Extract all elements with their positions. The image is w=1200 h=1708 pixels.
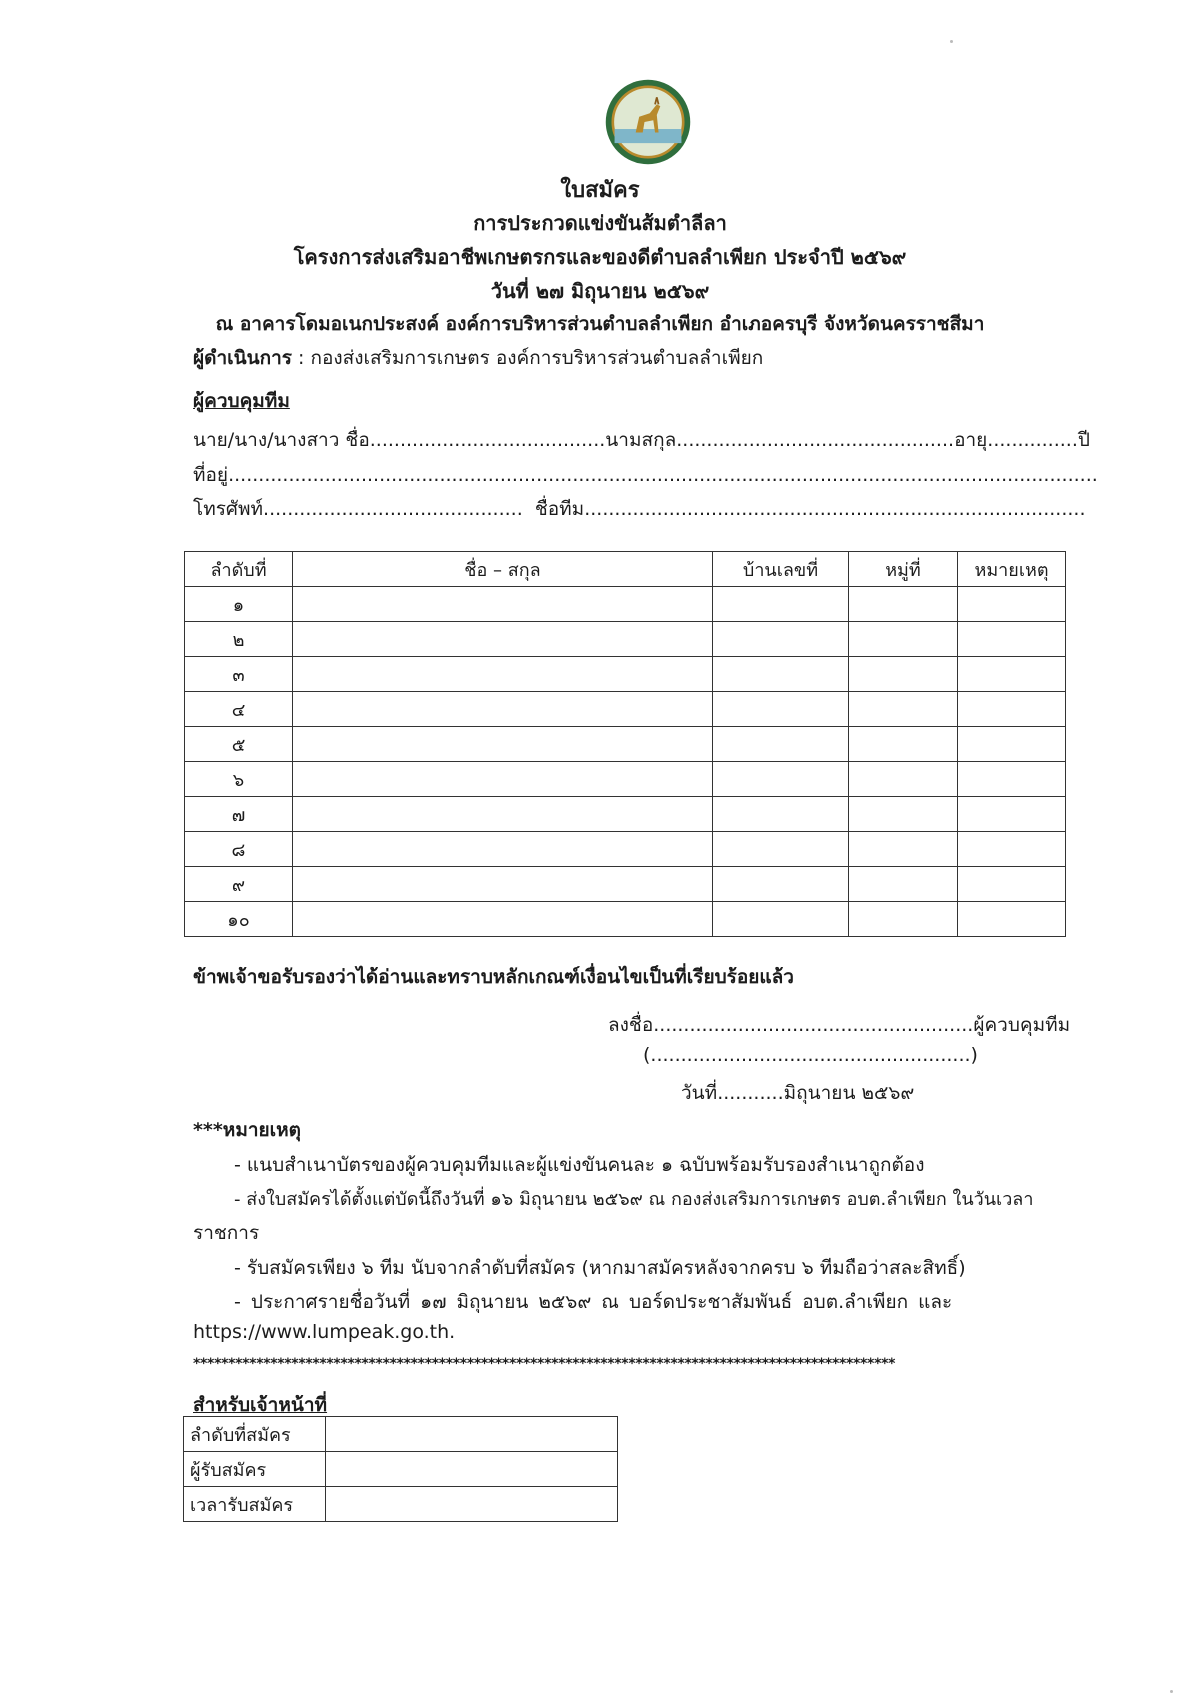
organizer-label: ผู้ดำเนินการ — [193, 347, 292, 369]
member-name-cell[interactable] — [293, 727, 713, 762]
table-row — [185, 622, 1066, 657]
house-no-cell[interactable] — [713, 692, 849, 727]
members-table-header — [185, 552, 1066, 587]
moo-cell[interactable] — [849, 902, 958, 937]
project-name: โครงการส่งเสริมอาชีพเกษตรกรและของดีตำบลลำเพียก ประจำปี ๒๕๖๙ — [293, 245, 907, 269]
member-name-cell[interactable] — [293, 657, 713, 692]
officer-row-label: ผู้รับสมัคร — [184, 1452, 326, 1487]
note-item: - รับสมัครเพียง ๖ ทีม นับจากลำดับที่สมัคร (หากมาสมัครหลังจากครบ ๖ ทีมถือว่าสละสิทธิ์) — [234, 1257, 966, 1279]
remark-cell[interactable] — [958, 797, 1066, 832]
house-no-cell[interactable] — [713, 832, 849, 867]
event-date: วันที่ ๒๗ มิถุนายน ๒๕๖๙ — [490, 279, 710, 303]
table-row — [185, 797, 1066, 832]
remark-cell[interactable] — [958, 867, 1066, 902]
moo-cell[interactable] — [849, 797, 958, 832]
col-header-name: ชื่อ – สกุล — [293, 552, 713, 587]
lumpeak-seal-logo — [604, 78, 692, 166]
officer-heading: สำหรับเจ้าหน้าที่ — [193, 1394, 328, 1416]
member-name-cell[interactable] — [293, 762, 713, 797]
remark-cell[interactable] — [958, 692, 1066, 727]
table-row — [185, 867, 1066, 902]
moo-cell[interactable] — [849, 657, 958, 692]
moo-cell[interactable] — [849, 727, 958, 762]
form-title: ใบสมัคร — [560, 178, 640, 203]
phone-team-line — [193, 494, 1086, 524]
certify-statement: ข้าพเจ้าขอรับรองว่าได้อ่านและทราบหลักเกณฑ์เงื่อนไขเป็นที่เรียบร้อยแล้ว — [193, 966, 794, 988]
table-row — [185, 762, 1066, 797]
remark-cell[interactable] — [958, 657, 1066, 692]
remark-cell[interactable] — [958, 762, 1066, 797]
table-row — [185, 832, 1066, 867]
table-row — [185, 902, 1066, 937]
name-label: นาย/นาง/นางสาว ชื่อ — [193, 429, 370, 451]
members-table — [184, 551, 1066, 937]
age-label: อายุ — [954, 429, 988, 451]
event-venue: ณ อาคารโดมอเนกประสงค์ องค์การบริหารส่วนตำบลลำเพียก อำเภอครบุรี จังหวัดนครราชสีมา — [215, 313, 985, 335]
scan-speck — [1170, 1690, 1173, 1693]
age-unit: ปี — [1077, 429, 1090, 451]
controller-name-line — [193, 425, 1090, 455]
house-no-cell[interactable] — [713, 727, 849, 762]
row-number: ๑ — [185, 587, 293, 622]
member-name-cell[interactable] — [293, 692, 713, 727]
note-item: - ประกาศรายชื่อวันที่ ๑๗ มิถุนายน ๒๕๖๙ ณ บอร์ดประชาสัมพันธ์ อบต.ลำเพียก และ — [234, 1291, 953, 1313]
moo-cell[interactable] — [849, 622, 958, 657]
receive-time-cell[interactable] — [326, 1487, 618, 1522]
application-number-cell[interactable] — [326, 1417, 618, 1452]
note-item-continued: ราชการ — [193, 1222, 260, 1244]
sign-date-line — [681, 1078, 914, 1108]
phone-label: โทรศัพท์ — [193, 498, 264, 520]
row-number: ๘ — [185, 832, 293, 867]
row-number: ๖ — [185, 762, 293, 797]
phone-field[interactable]: ........................................... — [263, 498, 523, 520]
member-name-cell[interactable] — [293, 622, 713, 657]
date-label: วันที่ — [681, 1082, 718, 1104]
member-name-cell[interactable] — [293, 832, 713, 867]
col-header-moo: หมู่ที่ — [849, 552, 958, 587]
col-header-house-no: บ้านเลขที่ — [713, 552, 849, 587]
house-no-cell[interactable] — [713, 657, 849, 692]
receiver-cell[interactable] — [326, 1452, 618, 1487]
row-number: ๔ — [185, 692, 293, 727]
moo-cell[interactable] — [849, 762, 958, 797]
table-row — [184, 1452, 618, 1487]
organizer-line — [193, 343, 763, 373]
row-number: ๑๐ — [185, 902, 293, 937]
row-number: ๒ — [185, 622, 293, 657]
age-field[interactable]: ............... — [987, 429, 1078, 451]
officer-row-label: เวลารับสมัคร — [184, 1487, 326, 1522]
note-item: - ส่งใบสมัครได้ตั้งแต่บัดนี้ถึงวันที่ ๑๖ มิถุนายน ๒๕๖๙ ณ กองส่งเสริมการเกษตร อบต.ลำเพียก ในวันเวลา — [234, 1189, 1034, 1210]
remark-cell[interactable] — [958, 902, 1066, 937]
house-no-cell[interactable] — [713, 867, 849, 902]
house-no-cell[interactable] — [713, 902, 849, 937]
surname-label: นามสกุล — [605, 429, 677, 451]
team-label: ชื่อทีม — [534, 498, 585, 520]
remark-cell[interactable] — [958, 832, 1066, 867]
surname-field[interactable]: .............................................. — [676, 429, 955, 451]
table-row — [184, 1487, 618, 1522]
moo-cell[interactable] — [849, 692, 958, 727]
paren-close: ) — [970, 1044, 978, 1066]
printed-name-line — [643, 1044, 978, 1066]
organizer-value: : กองส่งเสริมการเกษตร องค์การบริหารส่วนตำบลลำเพียก — [292, 347, 764, 369]
website-link[interactable]: https://www.lumpeak.go.th. — [193, 1321, 456, 1343]
member-name-cell[interactable] — [293, 867, 713, 902]
remark-cell[interactable] — [958, 622, 1066, 657]
separator-line: **************************************************************************************************** — [193, 1356, 896, 1372]
house-no-cell[interactable] — [713, 762, 849, 797]
sign-day-field[interactable]: ........... — [717, 1082, 784, 1104]
signature-field[interactable]: ..................................................... — [653, 1014, 974, 1036]
contest-name: การประกวดแข่งขันส้มตำลีลา — [473, 211, 727, 235]
controller-heading: ผู้ควบคุมทีม — [193, 390, 290, 412]
date-rest: มิถุนายน ๒๕๖๙ — [783, 1082, 915, 1104]
member-name-cell[interactable] — [293, 587, 713, 622]
table-row — [185, 587, 1066, 622]
team-name-field[interactable]: ................................................................................... — [584, 498, 1086, 520]
moo-cell[interactable] — [849, 587, 958, 622]
member-name-cell[interactable] — [293, 902, 713, 937]
table-row — [184, 1417, 618, 1452]
member-name-cell[interactable] — [293, 797, 713, 832]
remark-cell[interactable] — [958, 587, 1066, 622]
table-row — [185, 657, 1066, 692]
note-item: - แนบสำเนาบัตรของผู้ควบคุมทีมและผู้แข่งขันคนละ ๑ ฉบับพร้อมรับรองสำเนาถูกต้อง — [234, 1154, 925, 1176]
address-line — [193, 460, 1098, 490]
house-no-cell[interactable] — [713, 587, 849, 622]
table-row — [185, 727, 1066, 762]
address-label: ที่อยู่ — [193, 464, 229, 486]
paren-open: ( — [643, 1044, 651, 1066]
row-number: ๙ — [185, 867, 293, 902]
col-header-remark: หมายเหตุ — [958, 552, 1066, 587]
row-number: ๓ — [185, 657, 293, 692]
row-number: ๗ — [185, 797, 293, 832]
col-header-order: ลำดับที่ — [185, 552, 293, 587]
sign-label: ลงชื่อ — [608, 1014, 654, 1036]
moo-cell[interactable] — [849, 867, 958, 902]
moo-cell[interactable] — [849, 832, 958, 867]
table-row — [185, 692, 1066, 727]
notes-heading: ***หมายเหตุ — [193, 1119, 302, 1141]
officer-table — [183, 1416, 618, 1522]
remark-cell[interactable] — [958, 727, 1066, 762]
house-no-cell[interactable] — [713, 622, 849, 657]
name-field[interactable]: ....................................... — [369, 429, 606, 451]
sign-role: ผู้ควบคุมทีม — [973, 1014, 1071, 1036]
signature-line — [608, 1010, 1070, 1040]
officer-row-label: ลำดับที่สมัคร — [184, 1417, 326, 1452]
printed-name-field[interactable]: ..................................................... — [650, 1044, 971, 1066]
scan-speck — [950, 40, 953, 43]
address-field[interactable]: ................................................................................................................................................ — [228, 464, 1098, 486]
row-number: ๕ — [185, 727, 293, 762]
house-no-cell[interactable] — [713, 797, 849, 832]
